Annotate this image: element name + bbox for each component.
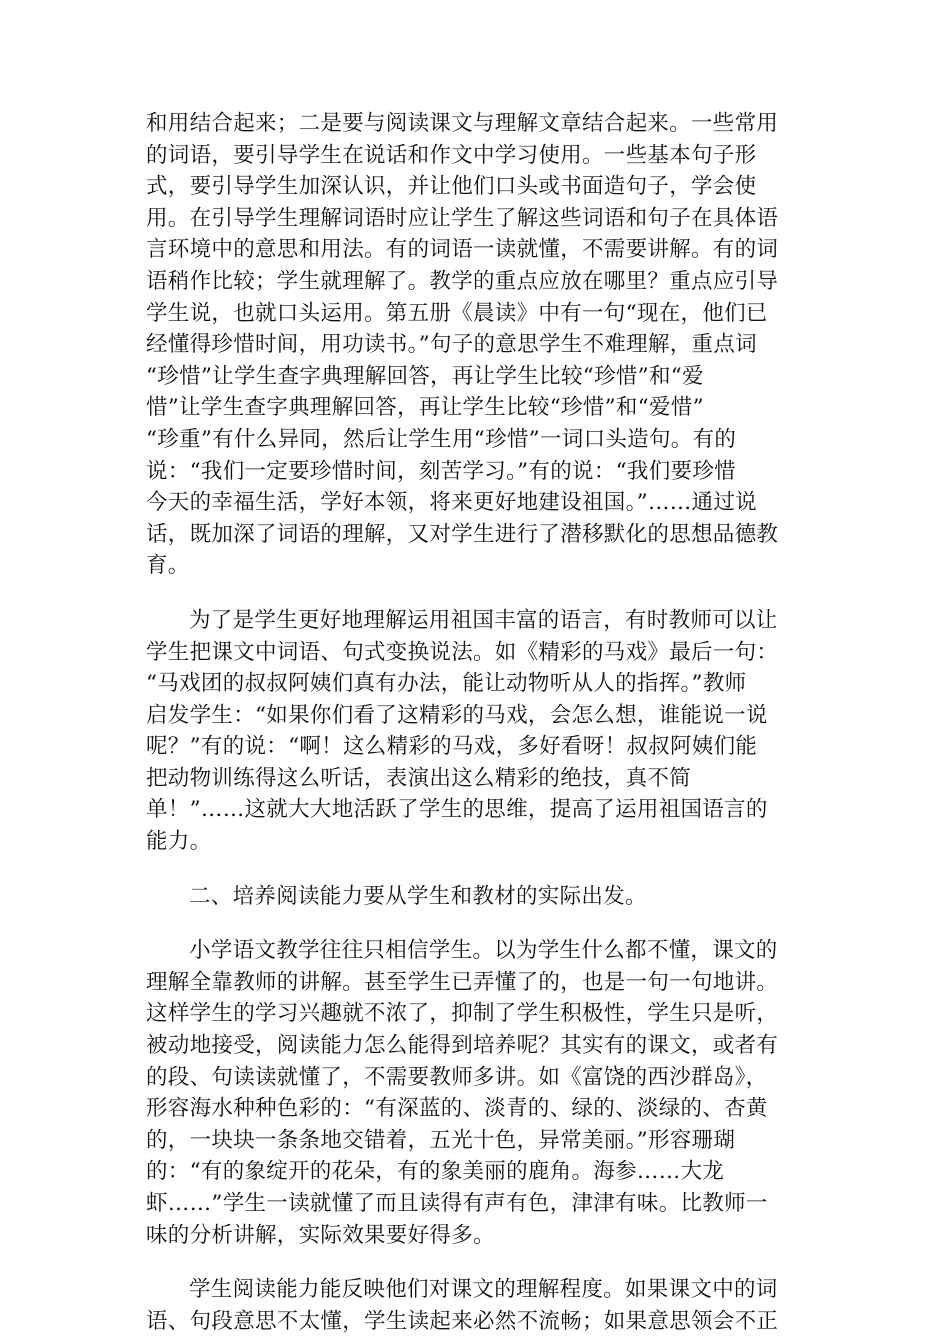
text-line: 呢？”有的说：“啊！这么精彩的马戏，多好看呀！叔叔阿姨们能 xyxy=(146,734,758,760)
text-line: 说：“我们一定要珍惜时间，刻苦学习。”有的说：“我们要珍惜 xyxy=(146,458,736,484)
paragraph-gap xyxy=(146,912,796,935)
text-line: 启发学生：“如果你们看了这精彩的马戏，会怎么想，谁能说一说 xyxy=(146,702,768,728)
text-line: 学生把课文中词语、句式变换说法。如《精彩的马戏》最后一句： xyxy=(146,639,779,665)
paragraph-3 xyxy=(146,935,796,1251)
text-line: 言环境中的意思和用法。有的词语一读就懂，不需要讲解。有的词 xyxy=(146,237,779,263)
paragraph-gap xyxy=(146,1251,796,1274)
text-line: 话，既加深了词语的理解，又对学生进行了潜移默化的思想品德教 xyxy=(146,521,779,547)
text-line: 育。 xyxy=(146,553,190,579)
text-line: 学生阅读能力能反映他们对课文的理解程度。如果课文中的词 xyxy=(189,1277,778,1303)
text-line: 和用结合起来；二是要与阅读课文与理解文章结合起来。一些常用 xyxy=(146,111,779,136)
text-line: 的词语，要引导学生在说话和作文中学习使用。一些基本句子形 xyxy=(146,142,757,168)
text-line: 学生说，也就口头运用。第五册《晨读》中有一句“现在，他们已 xyxy=(146,300,768,326)
text-line: 这样学生的学习兴趣就不浓了，抑制了学生积极性，学生只是听， xyxy=(146,1001,779,1027)
paragraph-2 xyxy=(146,605,796,858)
text-line: 经懂得珍惜时间，用功读书。”句子的意思学生不难理解，重点词 xyxy=(146,332,757,358)
text-line: “珍重”有什么异同，然后让学生用“珍惜”一词口头造句。有的 xyxy=(146,426,737,452)
text-line: 语、句段意思不太懂，学生读起来必然不流畅；如果意思领会不正 xyxy=(146,1308,779,1334)
text-line: 用。在引导学生理解词语时应让学生了解这些词语和句子在具体语 xyxy=(146,205,779,231)
document-body xyxy=(146,108,796,1337)
text-line: “珍惜”让学生查字典理解回答，再让学生比较“珍惜”和“爱 xyxy=(146,363,704,389)
text-line: 的段、句读读就懂了，不需要教师多讲。如《富饶的西沙群岛》， xyxy=(146,1064,768,1090)
text-line: 把动物训练得这么听话，表演出这么精彩的绝技，真不简 xyxy=(146,765,692,791)
text-line: 被动地接受，阅读能力怎么能得到培养呢？其实有的课文，或者有 xyxy=(146,1033,779,1059)
text-line: 味的分析讲解，实际效果要好得多。 xyxy=(146,1222,495,1248)
text-line: 理解全靠教师的讲解。甚至学生已弄懂了的，也是一句一句地讲。 xyxy=(146,969,779,995)
text-line: “马戏团的叔叔阿姨们真有办法，能让动物听从人的指挥。”教师 xyxy=(146,671,747,697)
section-heading xyxy=(146,881,796,913)
text-line: 惜”让学生查字典理解回答，再让学生比较“珍惜”和“爱惜” xyxy=(146,395,704,421)
text-line: 式，要引导学生加深认识，并让他们口头或书面造句子，学会使 xyxy=(146,174,757,200)
text-line: 虾……”学生一读就懂了而且读得有声有色，津津有味。比教师一 xyxy=(146,1191,768,1216)
text-line: 的：“有的象绽开的花朵，有的象美丽的鹿角。海参……大龙 xyxy=(146,1159,725,1185)
text-line: 的，一块块一条条地交错着，五光十色，异常美丽。”形容珊瑚 xyxy=(146,1127,736,1153)
text-line: 语稍作比较；学生就理解了。教学的重点应放在哪里？重点应引导 xyxy=(146,268,779,294)
text-line: 为了是学生更好地理解运用祖国丰富的语言，有时教师可以让 xyxy=(189,607,778,633)
text-line: 单！”……这就大大地活跃了学生的思维，提高了运用祖国语言的 xyxy=(146,797,768,823)
heading-line: 二、培养阅读能力要从学生和教材的实际出发。 xyxy=(189,883,647,909)
text-line: 今天的幸福生活，学好本领，将来更好地建设祖国。”……通过说 xyxy=(146,490,757,516)
text-line: 能力。 xyxy=(146,829,212,855)
paragraph-1 xyxy=(146,108,796,582)
text-line: 形容海水种种色彩的：“有深蓝的、淡青的、绿的、淡绿的、杏黄 xyxy=(146,1096,768,1122)
paragraph-4 xyxy=(146,1274,796,1337)
paragraph-gap xyxy=(146,582,796,605)
text-line: 小学语文教学往往只相信学生。以为学生什么都不懂，课文的 xyxy=(189,938,778,964)
paragraph-gap xyxy=(146,858,796,881)
